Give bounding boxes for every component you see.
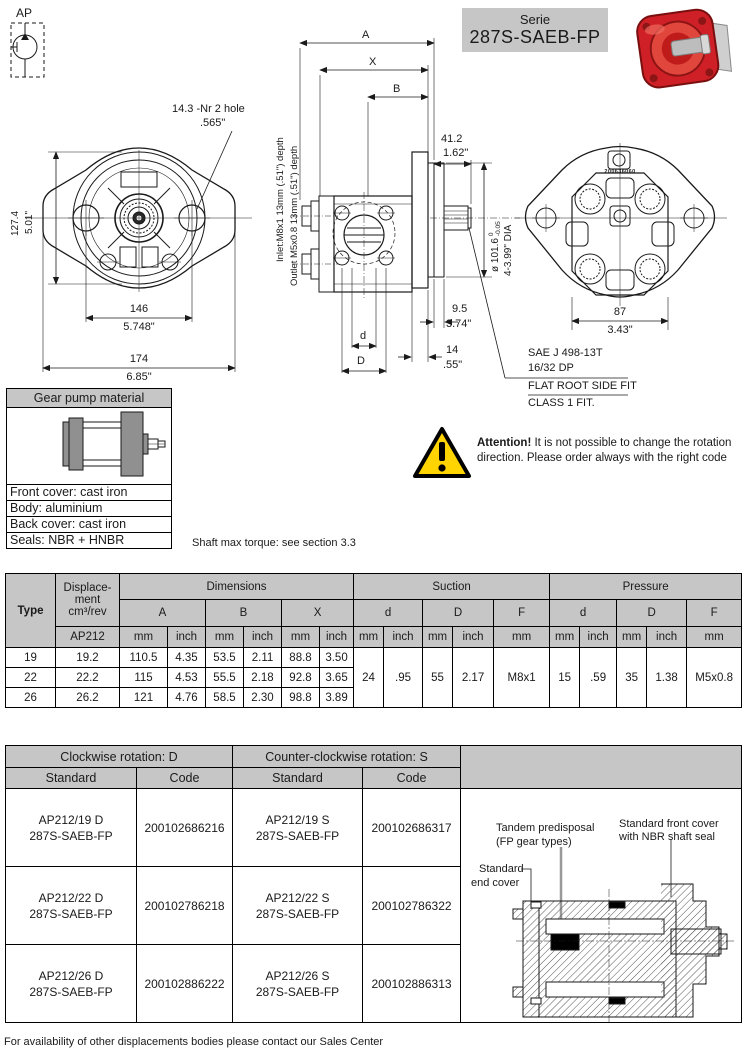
shaft-length-inch: 1.62"	[443, 147, 469, 159]
col-pressure-d: d	[550, 600, 617, 627]
unit-inch: inch	[244, 627, 282, 648]
cell: 2.18	[244, 668, 282, 688]
unit-mm: mm	[550, 627, 580, 648]
series-line: 287S-SAEB-FP	[255, 828, 340, 843]
ccw-code: 200102686317	[363, 789, 461, 867]
overall-width-inch: 6.85"	[126, 371, 152, 383]
cell-type: 19	[6, 648, 56, 668]
material-box-title: Gear pump material	[7, 389, 171, 408]
port-d-label: d	[360, 330, 367, 342]
cell-disp: 19.2	[56, 648, 120, 668]
pilot-depth-mm: 9.5	[452, 303, 468, 315]
ccw-code: 200102786322	[363, 867, 461, 945]
ccw-code: 200102886313	[363, 945, 461, 1023]
diagram-header	[461, 746, 742, 789]
cw-standard	[6, 789, 137, 867]
rotation-code-table	[5, 745, 742, 1023]
col-suction-d: d	[354, 600, 423, 627]
cell: .95	[384, 648, 423, 708]
spline-note-3: FLAT ROOT SIDE FIT	[528, 380, 637, 392]
front-cover-label-1: Standard front cover	[619, 818, 719, 830]
group-suction: Suction	[354, 574, 550, 600]
front-height-inch: 5.01"	[24, 210, 35, 234]
attention-line1: It is not possible to change the rotation	[531, 437, 732, 449]
cw-code: 200102686216	[137, 789, 233, 867]
cell-type: 26	[6, 688, 56, 708]
unit-mm: mm	[120, 627, 168, 648]
spline-note-1: SAE J 498-13T	[528, 347, 603, 359]
cell: 2.17	[453, 648, 494, 708]
unit-inch: inch	[384, 627, 423, 648]
hole-note-line1: 14.3 -Nr 2 hole	[172, 103, 245, 115]
unit-mm: mm	[282, 627, 320, 648]
col-model: AP212	[56, 627, 120, 648]
cell: 2.11	[244, 648, 282, 668]
unit-mm: mm	[494, 627, 550, 648]
model-line: AP212/26 S	[265, 968, 330, 983]
warning-triangle-icon	[412, 425, 472, 480]
unit-inch: inch	[580, 627, 617, 648]
footer-note: For availability of other displacements bodies please contact our Sales Center	[4, 1036, 384, 1048]
col-pressure-dd: D	[617, 600, 687, 627]
cell: 4.35	[168, 648, 206, 668]
cell: 3.50	[320, 648, 354, 668]
cell-disp: 26.2	[56, 688, 120, 708]
material-seals: Seals: NBR + HNBR	[10, 533, 125, 547]
cell: 92.8	[282, 668, 320, 688]
ccw-header: Counter-clockwise rotation: S	[233, 746, 461, 768]
col-a: A	[120, 600, 206, 627]
ccw-standard-header: Standard	[233, 768, 363, 789]
pilot-tolerance	[489, 221, 502, 236]
hydraulic-pump-symbol	[8, 20, 52, 82]
bolt-distance-inch: 5.748"	[123, 321, 155, 333]
ccw-standard	[233, 789, 363, 867]
casting-stamp: 200636060	[604, 169, 636, 175]
port-dd-label: D	[357, 355, 365, 367]
col-pressure-f: F	[687, 600, 742, 627]
cell: 98.8	[282, 688, 320, 708]
pilot-depth-inch: 3.74"	[446, 318, 472, 330]
cross-section-cell	[461, 789, 742, 1023]
col-displacement	[56, 574, 120, 627]
back-width-mm: 87	[613, 306, 627, 318]
front-height-mm: 127.4	[10, 210, 21, 236]
cell: 4.53	[168, 668, 206, 688]
cell: 121	[120, 688, 168, 708]
back-width-inch: 3.43"	[607, 324, 633, 336]
cw-standard	[6, 945, 137, 1023]
pilot-diameter	[489, 221, 502, 272]
hole-note-line2: .565"	[200, 117, 226, 129]
disp-line3: cm³/rev	[68, 606, 107, 618]
shaft-torque-note: Shaft max torque: see section 3.3	[192, 537, 356, 549]
cell: 4.76	[168, 688, 206, 708]
serie-value: 287S-SAEB-FP	[469, 27, 601, 47]
cell: 55	[423, 648, 453, 708]
dim-a-label: A	[362, 29, 370, 41]
end-cover-label-2: end cover	[471, 877, 520, 889]
series-line: 287S-SAEB-FP	[29, 984, 113, 999]
material-box	[6, 388, 172, 549]
bolt-distance-mm: 146	[129, 303, 149, 315]
disp-line1: Displace-	[63, 582, 112, 594]
front-view-drawing	[26, 131, 252, 372]
ccw-standard	[233, 867, 363, 945]
pilot-diameter-inch: 4-3.99" DIA	[503, 224, 514, 276]
spline-note-2: 16/32 DP	[528, 362, 574, 374]
ap-label: AP	[16, 6, 33, 20]
ccw-code-header: Code	[363, 768, 461, 789]
cell: 1.38	[647, 648, 687, 708]
cell: 3.65	[320, 668, 354, 688]
unit-mm: mm	[423, 627, 453, 648]
cell-type: 22	[6, 668, 56, 688]
dim-x-label: X	[369, 56, 377, 68]
cell: .59	[580, 648, 617, 708]
flange-thick-inch: .55"	[443, 359, 463, 371]
col-x: X	[282, 600, 354, 627]
material-front-cover: Front cover: cast iron	[7, 485, 171, 501]
attention-bold: Attention!	[477, 437, 532, 449]
pilot-tol-top: 0	[488, 232, 495, 237]
model-line: AP212/22 S	[265, 890, 330, 905]
flange-thick-mm: 14	[446, 344, 459, 356]
cell: 35	[617, 648, 647, 708]
group-dimensions: Dimensions	[120, 574, 354, 600]
series-line: 287S-SAEB-FP	[255, 984, 340, 999]
spline-note-4: CLASS 1 FIT.	[528, 397, 595, 409]
table-row	[6, 648, 742, 668]
cell: M8x1	[494, 648, 550, 708]
end-cover-label-1: Standard	[479, 863, 524, 875]
cell: 24	[354, 648, 384, 708]
dim-b-label: B	[393, 83, 401, 95]
overall-width-mm: 174	[129, 353, 149, 365]
attention-note	[477, 436, 731, 466]
side-view-drawing	[292, 38, 628, 395]
attention-line2: direction. Please order always with the right code	[477, 452, 727, 464]
cw-standard	[6, 867, 137, 945]
model-line: AP212/19 D	[38, 812, 104, 827]
pump-photo	[626, 4, 738, 96]
series-line: 287S-SAEB-FP	[29, 906, 113, 921]
tandem-label-1: Tandem predisposal	[496, 822, 595, 834]
inlet-note: Inlet:M8x1 13mm (.51") depth	[275, 137, 286, 262]
cell: 58.5	[206, 688, 244, 708]
unit-mm: mm	[206, 627, 244, 648]
shaft-length-mm: 41.2	[441, 133, 463, 145]
col-suction-f: F	[494, 600, 550, 627]
unit-inch: inch	[647, 627, 687, 648]
material-back-cover: Back cover: cast iron	[7, 517, 171, 533]
material-body: Body: aluminium	[7, 501, 171, 517]
disp-line2: ment	[74, 594, 101, 606]
cell: 55.5	[206, 668, 244, 688]
model-line: AP212/26 D	[38, 968, 104, 983]
col-b: B	[206, 600, 282, 627]
cell: 53.5	[206, 648, 244, 668]
outlet-note: Outlet M5x0.8 13mm (.51") depth	[289, 145, 300, 286]
model-line: AP212/19 S	[265, 812, 330, 827]
serie-label: Serie	[519, 12, 551, 27]
dimensions-table	[5, 573, 742, 708]
pilot-diameter-value: ø 101.6	[490, 238, 501, 272]
cw-standard-header: Standard	[6, 768, 137, 789]
cw-code: 200102786218	[137, 867, 233, 945]
cell-disp: 22.2	[56, 668, 120, 688]
cell: 88.8	[282, 648, 320, 668]
serie-title-box	[462, 8, 608, 52]
col-type: Type	[6, 574, 56, 648]
unit-inch: inch	[453, 627, 494, 648]
cell: 2.30	[244, 688, 282, 708]
cell: 115	[120, 668, 168, 688]
cw-header: Clockwise rotation: D	[6, 746, 233, 768]
ccw-standard	[233, 945, 363, 1023]
model-line: AP212/22 D	[38, 890, 104, 905]
pilot-tol-bottom: -0.05	[494, 221, 502, 237]
tandem-label-2: (FP gear types)	[496, 836, 572, 848]
material-pump-illustration	[7, 408, 171, 485]
cell: 3.89	[320, 688, 354, 708]
group-pressure: Pressure	[550, 574, 742, 600]
table-row	[6, 789, 742, 867]
cross-section-drawing	[461, 789, 740, 1023]
cell: 15	[550, 648, 580, 708]
unit-inch: inch	[320, 627, 354, 648]
col-suction-dd: D	[423, 600, 494, 627]
unit-mm: mm	[687, 627, 742, 648]
unit-mm: mm	[354, 627, 384, 648]
cw-code-header: Code	[137, 768, 233, 789]
cell: 110.5	[120, 648, 168, 668]
series-line: 287S-SAEB-FP	[29, 828, 113, 843]
front-cover-label-2: with NBR shaft seal	[619, 831, 715, 843]
cell: M5x0.8	[687, 648, 742, 708]
unit-mm: mm	[617, 627, 647, 648]
unit-inch: inch	[168, 627, 206, 648]
series-line: 287S-SAEB-FP	[255, 906, 340, 921]
cw-code: 200102886222	[137, 945, 233, 1023]
